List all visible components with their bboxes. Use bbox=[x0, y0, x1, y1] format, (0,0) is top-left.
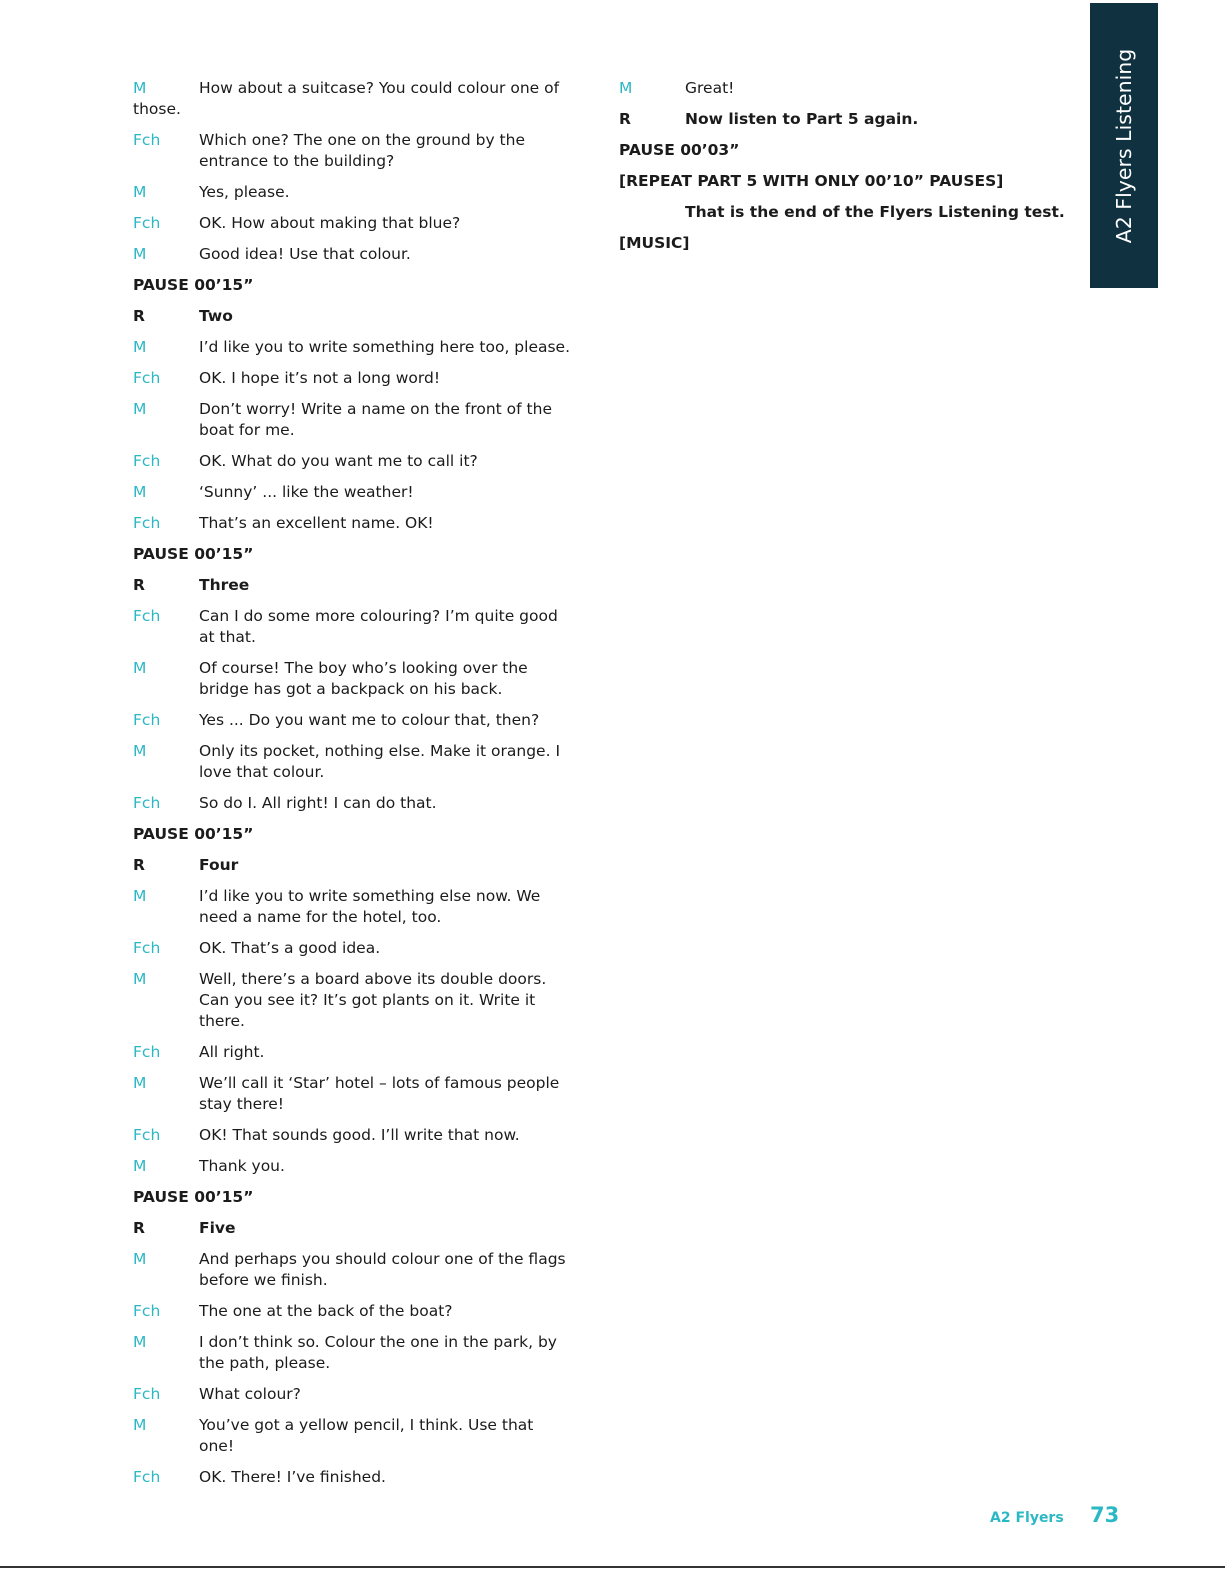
speaker-label: M bbox=[133, 1074, 147, 1092]
transcript-right-column bbox=[619, 78, 1079, 264]
dialogue-text: Yes ... Do you want me to colour that, then? bbox=[199, 711, 540, 729]
dialogue-line bbox=[133, 1384, 573, 1405]
dialogue-line bbox=[133, 969, 573, 1032]
dialogue-line bbox=[133, 368, 573, 389]
dialogue-line bbox=[133, 886, 573, 928]
dialogue-line bbox=[133, 658, 573, 700]
speaker-label: M bbox=[133, 79, 147, 97]
dialogue-text: So do I. All right! I can do that. bbox=[199, 794, 437, 812]
speaker-label: R bbox=[133, 1219, 145, 1237]
speaker-label: M bbox=[133, 1157, 147, 1175]
speaker-label: Fch bbox=[133, 711, 161, 729]
speaker-label: Fch bbox=[133, 1126, 161, 1144]
speaker-label: Fch bbox=[133, 1385, 161, 1403]
speaker-label: Fch bbox=[133, 214, 161, 232]
dialogue-line bbox=[133, 575, 573, 596]
dialogue-line bbox=[133, 606, 573, 648]
dialogue-text: Good idea! Use that colour. bbox=[199, 245, 411, 263]
dialogue-text: We’ll call it ‘Star’ hotel – lots of famous people stay there! bbox=[199, 1074, 560, 1113]
speaker-label: M bbox=[133, 1333, 147, 1351]
page-number: 73 bbox=[1090, 1503, 1120, 1527]
dialogue-line bbox=[133, 451, 573, 472]
dialogue-text: OK. That’s a good idea. bbox=[199, 939, 381, 957]
dialogue-line bbox=[133, 213, 573, 234]
speaker-label: M bbox=[133, 183, 147, 201]
bottom-rule bbox=[0, 1566, 1225, 1568]
dialogue-line bbox=[133, 1156, 573, 1177]
speaker-label: M bbox=[133, 1250, 147, 1268]
dialogue-line bbox=[133, 130, 573, 172]
dialogue-text: OK. There! I’ve finished. bbox=[199, 1468, 386, 1486]
side-tab-label: A2 Flyers Listening bbox=[1112, 48, 1136, 243]
dialogue-line bbox=[133, 482, 573, 503]
dialogue-line bbox=[133, 244, 573, 265]
dialogue-line bbox=[619, 109, 1079, 130]
dialogue-text: And perhaps you should colour one of the flags before we finish. bbox=[199, 1250, 566, 1289]
speaker-label: Fch bbox=[133, 514, 161, 532]
dialogue-text: Five bbox=[199, 1219, 236, 1237]
dialogue-line bbox=[133, 1332, 573, 1374]
speaker-label: Fch bbox=[133, 131, 161, 149]
dialogue-line bbox=[619, 78, 1079, 99]
speaker-label: M bbox=[133, 245, 147, 263]
speaker-label: M bbox=[133, 659, 147, 677]
dialogue-text: Of course! The boy who’s looking over the bridge has got a backpack on his back. bbox=[199, 659, 528, 698]
dialogue-line bbox=[133, 1218, 573, 1239]
dialogue-text: Which one? The one on the ground by the entrance to the building? bbox=[199, 131, 525, 170]
stage-direction: [MUSIC] bbox=[619, 234, 690, 252]
stage-direction: PAUSE 00’15” bbox=[133, 545, 254, 563]
speaker-label: M bbox=[619, 79, 633, 97]
dialogue-line bbox=[133, 741, 573, 783]
section-side-tab bbox=[1090, 3, 1158, 288]
dialogue-line bbox=[133, 337, 573, 358]
stage-direction: PAUSE 00’03” bbox=[619, 141, 740, 159]
speaker-label: M bbox=[133, 887, 147, 905]
dialogue-text: I don’t think so. Colour the one in the park, by the path, please. bbox=[199, 1333, 557, 1372]
stage-direction: PAUSE 00’15” bbox=[133, 825, 254, 843]
speaker-label: R bbox=[133, 307, 145, 325]
dialogue-text: Two bbox=[199, 307, 233, 325]
speaker-label: Fch bbox=[133, 939, 161, 957]
dialogue-text: I’d like you to write something else now. We need a name for the hotel, too. bbox=[199, 887, 541, 926]
dialogue-text: Yes, please. bbox=[199, 183, 290, 201]
dialogue-line bbox=[133, 710, 573, 731]
dialogue-text: Three bbox=[199, 576, 250, 594]
dialogue-text: Great! bbox=[685, 79, 735, 97]
dialogue-line bbox=[133, 399, 573, 441]
speaker-label: Fch bbox=[133, 794, 161, 812]
dialogue-text: Can I do some more colouring? I’m quite good at that. bbox=[199, 607, 558, 646]
speaker-label: Fch bbox=[133, 607, 161, 625]
dialogue-line bbox=[133, 306, 573, 327]
dialogue-text: That is the end of the Flyers Listening test. bbox=[685, 203, 1065, 221]
dialogue-text: Now listen to Part 5 again. bbox=[685, 110, 919, 128]
dialogue-text: OK! That sounds good. I’ll write that now. bbox=[199, 1126, 520, 1144]
closing-line bbox=[619, 202, 1079, 223]
transcript-left-column bbox=[133, 78, 573, 1498]
dialogue-text: OK. How about making that blue? bbox=[199, 214, 461, 232]
speaker-label: M bbox=[133, 970, 147, 988]
dialogue-line bbox=[133, 1249, 573, 1291]
dialogue-text: OK. What do you want me to call it? bbox=[199, 452, 478, 470]
dialogue-text: Well, there’s a board above its double doors. Can you see it? It’s got plants on it. Write it there. bbox=[199, 970, 547, 1030]
speaker-label: Fch bbox=[133, 1302, 161, 1320]
speaker-label: M bbox=[133, 400, 147, 418]
dialogue-line bbox=[133, 182, 573, 203]
stage-direction: PAUSE 00’15” bbox=[133, 276, 254, 294]
speaker-label: Fch bbox=[133, 369, 161, 387]
dialogue-text: The one at the back of the boat? bbox=[199, 1302, 453, 1320]
dialogue-line bbox=[133, 855, 573, 876]
dialogue-text: I’d like you to write something here too, please. bbox=[199, 338, 571, 356]
footer-label: A2 Flyers bbox=[990, 1510, 1064, 1526]
speaker-label: R bbox=[133, 576, 145, 594]
dialogue-text: Thank you. bbox=[199, 1157, 285, 1175]
speaker-label: M bbox=[133, 483, 147, 501]
dialogue-line bbox=[133, 1301, 573, 1322]
dialogue-line bbox=[133, 938, 573, 959]
speaker-label: Fch bbox=[133, 1043, 161, 1061]
speaker-label: M bbox=[133, 742, 147, 760]
dialogue-line bbox=[133, 793, 573, 814]
dialogue-text: How about a suitcase? You could colour one of those. bbox=[133, 79, 560, 118]
speaker-label: R bbox=[619, 110, 631, 128]
dialogue-text: That’s an excellent name. OK! bbox=[199, 514, 434, 532]
dialogue-line bbox=[133, 1415, 573, 1457]
dialogue-text: Don’t worry! Write a name on the front of the boat for me. bbox=[199, 400, 552, 439]
speaker-label: Fch bbox=[133, 1468, 161, 1486]
speaker-label: M bbox=[133, 338, 147, 356]
dialogue-text: Four bbox=[199, 856, 239, 874]
dialogue-line bbox=[133, 1042, 573, 1063]
speaker-label: R bbox=[133, 856, 145, 874]
dialogue-text: ‘Sunny’ ... like the weather! bbox=[199, 483, 414, 501]
dialogue-text: What colour? bbox=[199, 1385, 301, 1403]
dialogue-line bbox=[133, 1125, 573, 1146]
dialogue-text: You’ve got a yellow pencil, I think. Use that one! bbox=[199, 1416, 534, 1455]
stage-direction: PAUSE 00’15” bbox=[133, 1188, 254, 1206]
dialogue-line bbox=[133, 513, 573, 534]
dialogue-line bbox=[133, 1467, 573, 1488]
dialogue-text: Only its pocket, nothing else. Make it orange. I love that colour. bbox=[199, 742, 561, 781]
speaker-label: Fch bbox=[133, 452, 161, 470]
dialogue-text: All right. bbox=[199, 1043, 265, 1061]
dialogue-line bbox=[133, 1073, 573, 1115]
dialogue-text: OK. I hope it’s not a long word! bbox=[199, 369, 441, 387]
stage-direction: [REPEAT PART 5 WITH ONLY 00’10” PAUSES] bbox=[619, 172, 1004, 190]
speaker-label: M bbox=[133, 1416, 147, 1434]
dialogue-line bbox=[133, 78, 573, 120]
